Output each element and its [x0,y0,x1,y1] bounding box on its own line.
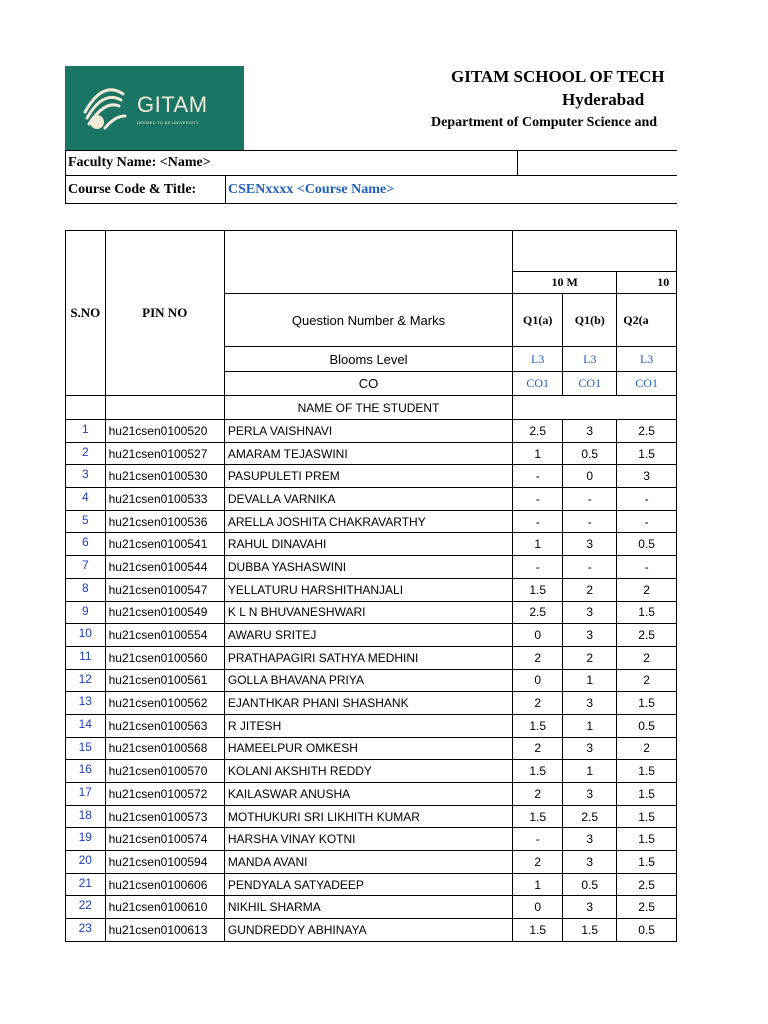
mark-cell: 2 [513,646,563,669]
table-row [66,510,677,533]
mark-cell: 2.5 [513,601,563,624]
sno-header-continued [66,396,106,420]
course-label: Course Code & Title: [68,182,197,197]
mark-cell: 1.5 [617,783,677,806]
mark-cell: 1.5 [513,805,563,828]
mark-cell: 1.5 [513,578,563,601]
mark-cell: 2 [617,578,677,601]
sno-cell: 7 [66,556,106,579]
mark-cell: - [563,510,617,533]
student-name-cell: PRATHAPAGIRI SATHYA MEDHINI [224,646,512,669]
marks-top-cell [513,231,677,272]
student-name-cell: HAMEELPUR OMKESH [224,737,512,760]
pin-cell: hu21csen0100562 [105,692,224,715]
pin-cell: hu21csen0100563 [105,714,224,737]
pin-cell: hu21csen0100533 [105,488,224,511]
mark-cell: - [513,510,563,533]
sno-cell: 20 [66,851,106,874]
mark-cell: - [513,828,563,851]
mark-cell: 0 [513,624,563,647]
mark-cell: 0 [513,896,563,919]
city-title: Hyderabad [562,90,645,109]
sno-cell: 14 [66,714,106,737]
table-row [66,873,677,896]
student-name-cell: ARELLA JOSHITA CHAKRAVARTHY [224,510,512,533]
table-row [66,805,677,828]
co-value: CO1 [617,372,677,396]
mark-cell: 2 [563,578,617,601]
mark-cell: 1.5 [617,805,677,828]
blooms-value: L3 [617,347,677,372]
student-name-cell: GUNDREDDY ABHINAYA [224,919,512,942]
student-name-label: NAME OF THE STUDENT [224,396,512,420]
mark-cell: 1 [513,873,563,896]
sno-cell: 6 [66,533,106,556]
mark-cell: 2 [617,737,677,760]
mark-cell: 3 [617,465,677,488]
gitam-emblem-icon [75,76,131,140]
pin-cell: hu21csen0100544 [105,556,224,579]
sno-cell: 22 [66,896,106,919]
pin-cell: hu21csen0100561 [105,669,224,692]
student-name-cell: RAHUL DINAVAHI [224,533,512,556]
mark-cell: 3 [563,624,617,647]
mark-cell: 2.5 [617,420,677,443]
mark-cell: - [513,556,563,579]
question-header: Q1(b) [563,294,617,347]
sno-cell: 21 [66,873,106,896]
table-row [66,919,677,942]
mark-cell: 2 [563,646,617,669]
table-row [66,737,677,760]
pin-cell: hu21csen0100574 [105,828,224,851]
mark-cell: 2 [513,737,563,760]
mark-cell: 0 [513,669,563,692]
school-title: GITAM SCHOOL OF TECH [451,67,665,86]
mark-cell: 1.5 [617,442,677,465]
sno-cell: 19 [66,828,106,851]
student-name-cell: YELLATURU HARSHITHANJALI [224,578,512,601]
student-name-cell: GOLLA BHAVANA PRIYA [224,669,512,692]
mark-cell: 1.5 [617,692,677,715]
co-value: CO1 [513,372,563,396]
mark-cell: 1 [513,442,563,465]
co-label: CO [224,372,512,396]
student-name-cell: MOTHUKURI SRI LIKHITH KUMAR [224,805,512,828]
mark-cell: 1 [563,669,617,692]
marks-group-1: 10 M [513,272,617,294]
student-name-cell: DEVALLA VARNIKA [224,488,512,511]
table-row [66,556,677,579]
mark-cell: 2.5 [563,805,617,828]
sno-cell: 5 [66,510,106,533]
marks-blank-cell [513,396,677,420]
table-row [66,488,677,511]
sno-cell: 12 [66,669,106,692]
question-header: Q2(a [617,294,677,347]
course-row [65,175,677,204]
mark-cell: 2 [617,646,677,669]
student-name-cell: DUBBA YASHASWINI [224,556,512,579]
mark-cell: 3 [563,420,617,443]
table-row [66,692,677,715]
blooms-value: L3 [513,347,563,372]
student-name-cell: PERLA VAISHNAVI [224,420,512,443]
table-row [66,851,677,874]
mark-cell: - [513,465,563,488]
table-row [66,533,677,556]
sno-cell: 18 [66,805,106,828]
table-row [66,465,677,488]
pin-cell: hu21csen0100606 [105,873,224,896]
blooms-label: Blooms Level [224,347,512,372]
sno-cell: 13 [66,692,106,715]
mark-cell: 2 [513,692,563,715]
mark-cell: 1 [563,760,617,783]
mark-cell: - [563,556,617,579]
faculty-value-cell [517,150,677,176]
pin-cell: hu21csen0100573 [105,805,224,828]
department-title: Department of Computer Science and [431,115,658,130]
mark-cell: 2.5 [617,624,677,647]
pin-cell: hu21csen0100530 [105,465,224,488]
sno-cell: 11 [66,646,106,669]
mark-cell: - [617,556,677,579]
mark-cell: 3 [563,896,617,919]
sno-cell: 23 [66,919,106,942]
mark-cell: 1 [563,714,617,737]
table-row [66,896,677,919]
student-name-cell: MANDA AVANI [224,851,512,874]
mark-cell: 1 [513,533,563,556]
blank-header-cell [224,231,512,294]
table-row [66,624,677,647]
table-row [66,420,677,443]
mark-cell: 3 [563,851,617,874]
table-row [66,646,677,669]
mark-cell: 1.5 [617,601,677,624]
mark-cell: 1.5 [617,851,677,874]
pin-header-continued [105,396,224,420]
student-name-cell: KAILASWAR ANUSHA [224,783,512,806]
mark-cell: - [617,488,677,511]
mark-cell: 0.5 [563,873,617,896]
sno-cell: 2 [66,442,106,465]
mark-cell: 2 [513,851,563,874]
mark-cell: 1.5 [513,919,563,942]
logo-tagline: DEEMED TO BE UNIVERSITY [137,119,200,125]
sno-cell: 4 [66,488,106,511]
table-row [66,669,677,692]
course-divider [225,176,226,203]
mark-cell: 2.5 [617,896,677,919]
pin-cell: hu21csen0100547 [105,578,224,601]
course-value: CSENxxxx <Course Name> [228,182,395,197]
sno-cell: 8 [66,578,106,601]
table-row [66,828,677,851]
marks-group-2: 10 [617,272,677,294]
student-name-cell: KOLANI AKSHITH REDDY [224,760,512,783]
sno-cell: 3 [66,465,106,488]
mark-cell: 2.5 [617,873,677,896]
pin-cell: hu21csen0100554 [105,624,224,647]
mark-cell: 3 [563,601,617,624]
mark-cell: 1.5 [513,760,563,783]
logo-wordmark: GITAM [137,91,208,117]
sno-cell: 1 [66,420,106,443]
pin-cell: hu21csen0100536 [105,510,224,533]
pin-cell: hu21csen0100613 [105,919,224,942]
student-name-cell: R JITESH [224,714,512,737]
sno-cell: 16 [66,760,106,783]
student-name-cell: AMARAM TEJASWINI [224,442,512,465]
mark-cell: 1.5 [617,828,677,851]
gitam-logo [65,66,244,150]
student-name-cell: K L N BHUVANESHWARI [224,601,512,624]
mark-cell: 2 [513,783,563,806]
mark-cell: 0.5 [563,442,617,465]
mark-cell: 1.5 [617,760,677,783]
mark-cell: 3 [563,737,617,760]
question-label: Question Number & Marks [224,294,512,347]
sno-cell: 10 [66,624,106,647]
table-row [66,783,677,806]
sno-cell: 9 [66,601,106,624]
mark-cell: 0.5 [617,919,677,942]
faculty-name-cell [65,150,518,176]
table-row [66,601,677,624]
mark-cell: 1.5 [563,919,617,942]
sno-cell: 17 [66,783,106,806]
student-name-cell: NIKHIL SHARMA [224,896,512,919]
marks-table [65,230,677,942]
pin-header: PIN NO [105,231,224,396]
mark-cell: - [617,510,677,533]
mark-cell: - [513,488,563,511]
mark-cell: 2.5 [513,420,563,443]
student-name-cell: EJANTHKAR PHANI SHASHANK [224,692,512,715]
mark-cell: 0 [563,465,617,488]
pin-cell: hu21csen0100520 [105,420,224,443]
mark-cell: 1.5 [513,714,563,737]
mark-cell: 3 [563,692,617,715]
blooms-value: L3 [563,347,617,372]
table-row [66,442,677,465]
sno-cell: 15 [66,737,106,760]
pin-cell: hu21csen0100572 [105,783,224,806]
table-row [66,760,677,783]
student-name-cell: HARSHA VINAY KOTNI [224,828,512,851]
student-name-cell: AWARU SRITEJ [224,624,512,647]
co-value: CO1 [563,372,617,396]
pin-cell: hu21csen0100594 [105,851,224,874]
table-row [66,714,677,737]
pin-cell: hu21csen0100568 [105,737,224,760]
pin-cell: hu21csen0100570 [105,760,224,783]
table-row [66,578,677,601]
mark-cell: 0.5 [617,533,677,556]
mark-cell: 2 [617,669,677,692]
pin-cell: hu21csen0100527 [105,442,224,465]
pin-cell: hu21csen0100560 [105,646,224,669]
mark-cell: 0.5 [617,714,677,737]
mark-cell: 3 [563,783,617,806]
pin-cell: hu21csen0100549 [105,601,224,624]
student-name-cell: PASUPULETI PREM [224,465,512,488]
faculty-name-label: Faculty Name: <Name> [68,155,211,170]
pin-cell: hu21csen0100610 [105,896,224,919]
student-name-cell: PENDYALA SATYADEEP [224,873,512,896]
mark-cell: 3 [563,533,617,556]
mark-cell: - [563,488,617,511]
mark-cell: 3 [563,828,617,851]
sno-header: S.NO [66,231,106,396]
pin-cell: hu21csen0100541 [105,533,224,556]
question-header: Q1(a) [513,294,563,347]
